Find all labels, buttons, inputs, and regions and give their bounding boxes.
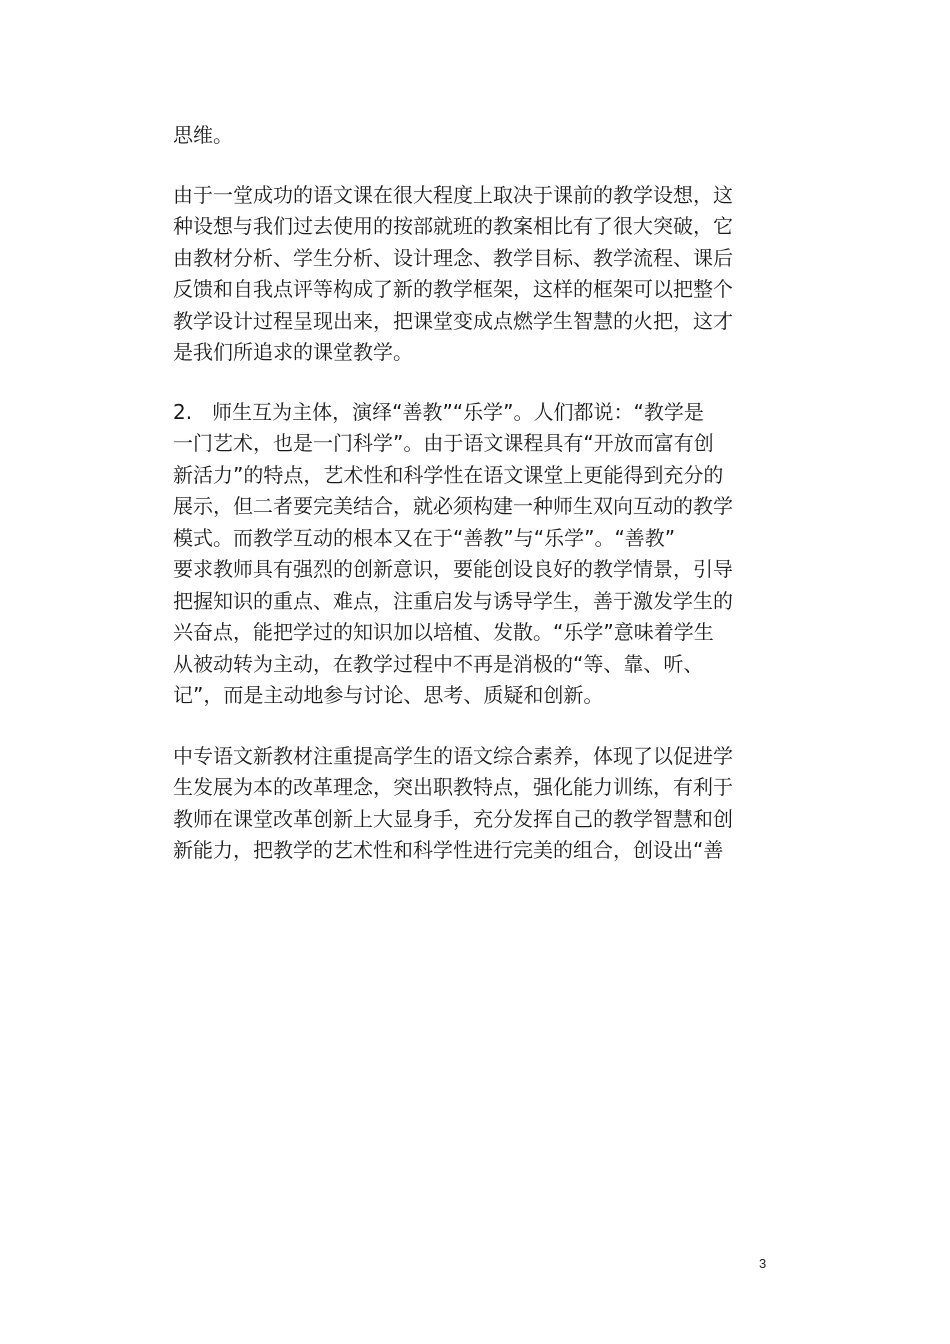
text-line: 要求教师具有强烈的创新意识，要能创设良好的教学情景，引导 xyxy=(173,557,733,581)
text-line: 新活力”的特点，艺术性和科学性在语文课堂上更能得到充分的 xyxy=(173,462,724,487)
text-line: 反馈和自我点评等构成了新的教学框架，这样的框架可以把整个 xyxy=(173,277,733,301)
text-line: 从被动转为主动，在教学过程中不再是消极的“等、靠、听、 xyxy=(173,651,704,676)
text-line: 思维。 xyxy=(173,123,233,147)
text-line: 教学设计过程呈现出来，把课堂变成点燃学生智慧的火把，这才 xyxy=(173,308,733,333)
paragraph-3 xyxy=(173,397,783,712)
text-line: 由于一堂成功的语文课在很大程度上取决于课前的教学设想，这 xyxy=(173,182,733,207)
text-line: 新能力，把教学的艺术性和科学性进行完美的组合，创设出“善 xyxy=(173,838,724,862)
text-line: 生发展为本的改革理念，突出职教特点，强化能力训练，有利于 xyxy=(173,775,733,799)
text-line: 模式。而教学互动的根本又在于“善教”与“乐学”。“善教” xyxy=(173,525,676,550)
text-line: 中专语文新教材注重提高学生的语文综合素养，体现了以促进学 xyxy=(173,743,733,768)
text-line: 一门艺术，也是一门科学”。由于语文课程具有“开放而富有创 xyxy=(173,431,714,455)
text-line: 由教材分析、学生分析、设计理念、教学目标、教学流程、课后 xyxy=(173,245,733,270)
text-line: 把握知识的重点、难点，注重启发与诱导学生，善于激发学生的 xyxy=(173,588,733,613)
paragraph-4 xyxy=(173,741,783,867)
paragraph-1 xyxy=(173,120,783,152)
text-line: 教师在课堂改革创新上大显身手，充分发挥自己的教学智慧和创 xyxy=(173,806,733,831)
paragraph-2 xyxy=(173,180,783,369)
text-line: 是我们所追求的课堂教学。 xyxy=(173,340,413,364)
document-body xyxy=(173,120,783,867)
text-line: 种设想与我们过去使用的按部就班的教案相比有了很大突破，它 xyxy=(173,214,733,238)
text-line: 记”，而是主动地参与讨论、思考、质疑和创新。 xyxy=(173,683,604,707)
text-line: 展示，但二者要完美结合，就必须构建一种师生双向互动的教学 xyxy=(173,494,733,518)
text-line: 2. 师生互为主体，演绎“善教”“乐学”。人们都说：“教学是 xyxy=(173,399,704,424)
text-line: 兴奋点，能把学过的知识加以培植、发散。“乐学”意味着学生 xyxy=(173,620,714,644)
page-number: 3 xyxy=(759,1256,767,1271)
